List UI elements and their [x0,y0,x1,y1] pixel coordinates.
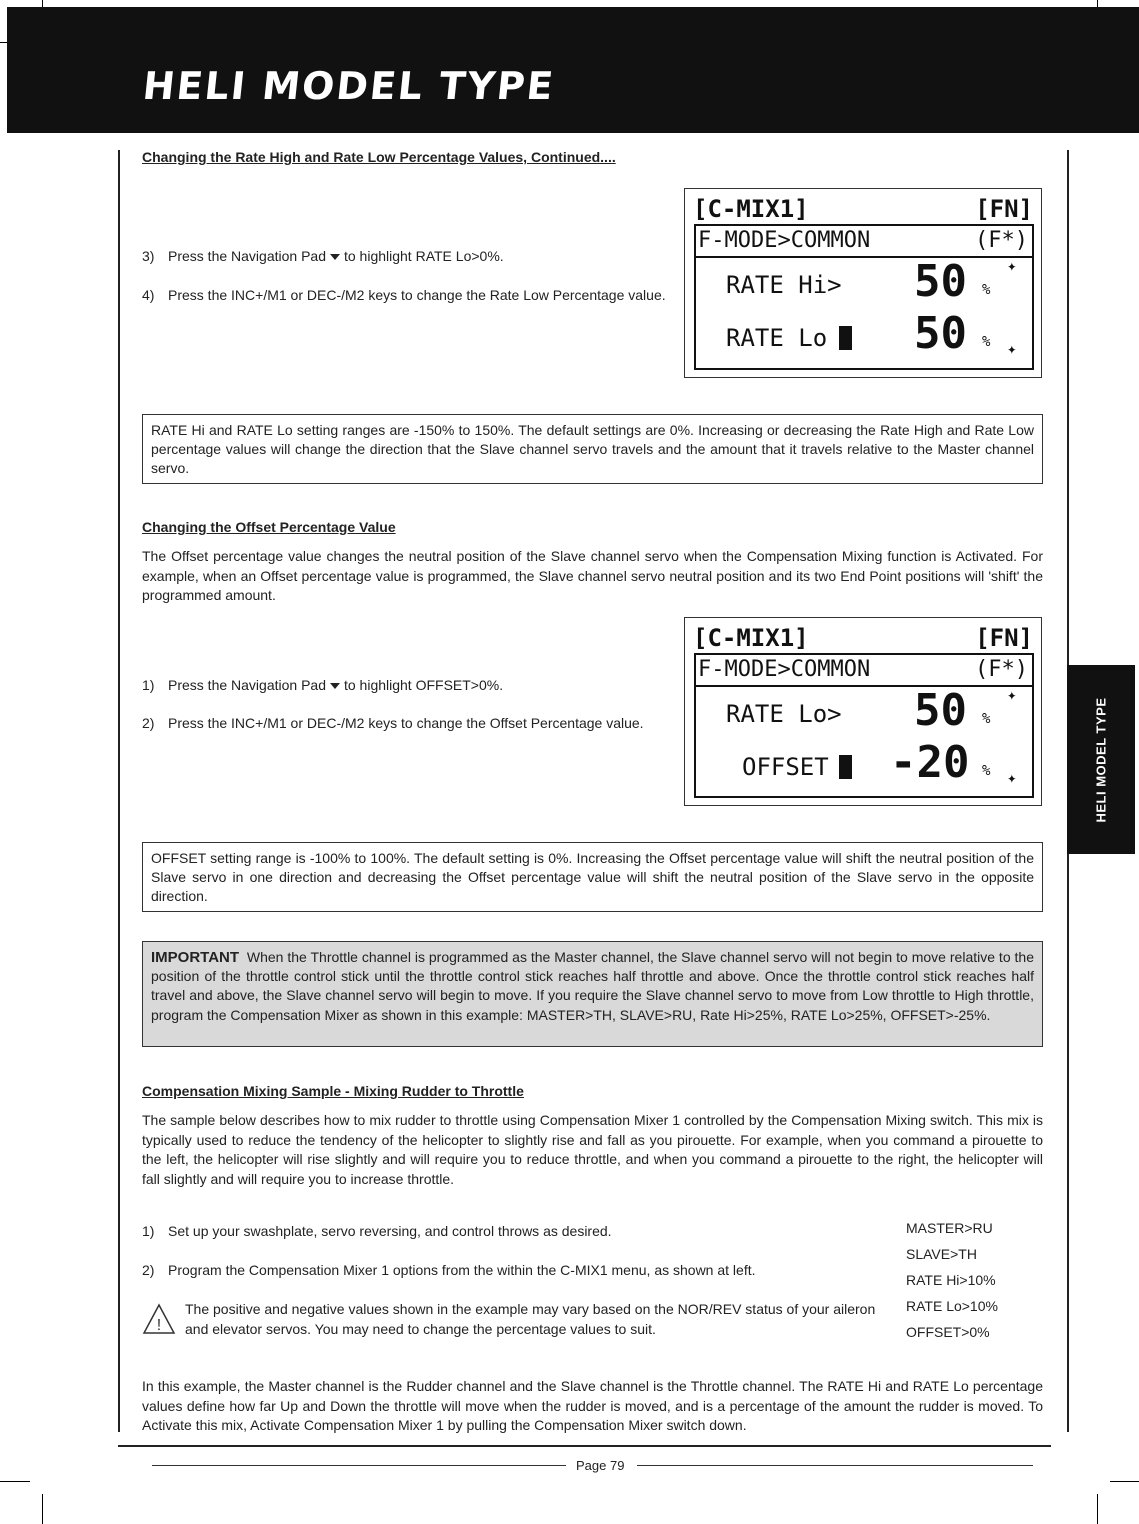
lcd-screen [684,617,1042,806]
note-text: RATE Hi and RATE Lo setting ranges are -150% to 150%. The default settings are 0%. Increasing or decreasing the Rate High and Rate Low percentage values will change the direction that the Slave channel servo travels and the amount that it travels relative to the Master channel servo. [151,422,1034,477]
lcd-fn: [FN] [975,195,1033,223]
step-text: Program the Compensation Mixer 1 options from the within the C-MIX1 menu, as shown at left. [168,1262,756,1278]
warning-icon [142,1303,176,1335]
lcd-row1-value: 50 [914,685,967,736]
settings-list [906,1215,998,1345]
lcd-row2-value: 50 [914,308,967,359]
settings-item: SLAVE>TH [906,1246,977,1262]
page-number: Page 79 [576,1458,625,1473]
lcd-screen [684,188,1042,378]
lcd-menu: [C-MIX1] [693,624,809,652]
step-number: 1) [142,677,155,693]
note-box-offset [142,842,1043,912]
section-heading-sample: Compensation Mixing Sample - Mixing Rudder to Throttle [142,1083,524,1099]
warning-text: The positive and negative values shown in the example may vary based on the NOR/REV status of your aileron and elevator servos. You may need to change the percentage values to suit. [185,1301,876,1337]
crop-mark [42,1494,43,1524]
lcd-row1-label: RATE Lo> [726,700,842,728]
lcd-subtitle: F-MODE>COMMON [698,657,871,682]
lcd-row1-value: 50 [914,256,967,307]
lcd-unit: % [982,763,991,779]
closing-paragraph: In this example, the Master channel is the Rudder channel and the Slave channel is the Throttle channel. The RATE Hi and RATE Lo percentage values define how far Up and Down the throttle will move when the rudder is moved, and is a percentage of the amount the rudder is moved. To Activate this mix, Activate Compensation Mixer 1 by pulling the Compensation Mixer switch down. [142,1378,1043,1433]
lcd-unit: % [982,282,991,298]
step-text: to highlight OFFSET>0%. [343,677,504,693]
lcd-menu: [C-MIX1] [693,195,809,223]
scroll-down-icon: ✦ [1007,768,1017,787]
nav-down-arrow-icon [330,683,340,689]
scroll-down-icon: ✦ [1007,339,1017,358]
lcd-unit: % [982,334,991,350]
important-box [142,941,1043,1047]
section-intro: The sample below describes how to mix rudder to throttle using Compensation Mixer 1 controlled by the Compensation Mixing switch. This mix is typically used to reduce the tendency of the helicopter to slightly rise and fall as you pirouette. For example, when you command a pirouette to the left, the helicopter will rise slightly and will require you to reduce throttle, and when you command a pirouette to the right, the helicopter will fall slightly and will require you to increase throttle. [142,1112,1043,1187]
lcd-unit: % [982,711,991,727]
side-tab [1067,665,1135,854]
lcd-fn: [FN] [975,624,1033,652]
lcd-row2-value: -20 [890,737,970,788]
lcd-row1-label: RATE Hi> [726,271,842,299]
lcd-body [694,224,1034,370]
step-text: Press the INC+/M1 or DEC-/M2 keys to change the Offset Percentage value. [168,715,644,731]
lcd-subtitle-right: (F*) [975,228,1028,253]
note-box-rate [142,414,1043,484]
left-margin-rule [118,150,120,1432]
crop-mark [1110,1481,1139,1482]
section-heading-offset: Changing the Offset Percentage Value [142,519,396,535]
step-text: Press the INC+/M1 or DEC-/M2 keys to change the Rate Low Percentage value. [168,287,666,303]
step-item [142,286,672,305]
important-text: When the Throttle channel is programmed as the Master channel, the Slave channel servo will not begin to move relative to the position of the throttle control stick until the throttle control stick reaches half throttle and above. Once the throttle control stick reaches half travel and above, the Slave channel servo will begin to move. If you require the Slave channel servo to move from Low throttle to High throttle, program the Compensation Mixer as shown in this example: MASTER>TH, SLAVE>RU, Rate Hi>25%, RATE Lo>25%, OFFSET>-25%. [151,949,1034,1023]
scroll-up-icon: ✦ [1007,256,1017,275]
step-number: 4) [142,287,155,303]
lcd-subtitle: F-MODE>COMMON [698,228,871,253]
scroll-up-icon: ✦ [1007,685,1017,704]
page-title: HELI MODEL TYPE [140,64,557,108]
section-intro: The Offset percentage value changes the neutral position of the Slave channel servo when the Compensation Mixing function is Activated. For example, when an Offset percentage value is programmed, the Slave channel servo neutral position and its two End Point positions will 'shift' the programmed amount. [142,548,1043,603]
settings-item: RATE Hi>10% [906,1272,996,1288]
right-margin-rule-lower [1067,854,1069,1432]
svg-text:!: ! [156,1317,162,1334]
settings-item: MASTER>RU [906,1220,993,1236]
step-item [142,1222,882,1241]
footer-line-left [152,1465,566,1466]
step-number: 1) [142,1223,155,1239]
step-text: to highlight RATE Lo>0%. [343,248,504,264]
crop-mark [1097,1494,1098,1524]
step-text: Press the Navigation Pad [168,248,326,264]
lcd-cursor [839,326,852,350]
step-text: Press the Navigation Pad [168,677,326,693]
right-margin-rule [1067,150,1069,665]
step-number: 3) [142,248,155,264]
bottom-rule [118,1445,1051,1447]
crop-mark [0,1481,30,1482]
step-item [142,1261,882,1280]
important-label: IMPORTANT [151,949,240,966]
settings-item: RATE Lo>10% [906,1298,998,1314]
footer-line-right [637,1465,1033,1466]
section-heading-rate: Changing the Rate High and Rate Low Percentage Values, Continued.... [142,149,616,165]
side-tab-label: HELI MODEL TYPE [1093,697,1109,822]
step-item [142,247,672,266]
lcd-cursor [839,755,852,779]
lcd-row2-label: RATE Lo [726,324,828,352]
settings-item: OFFSET>0% [906,1324,990,1340]
nav-down-arrow-icon [330,254,340,260]
step-item [142,676,672,695]
step-text: Set up your swashplate, servo reversing, and control throws as desired. [168,1223,612,1239]
step-item [142,714,672,733]
lcd-row2-label: OFFSET [742,753,829,781]
step-number: 2) [142,1262,155,1278]
lcd-body [694,653,1034,798]
lcd-subtitle-right: (F*) [975,657,1028,682]
step-number: 2) [142,715,155,731]
note-text: OFFSET setting range is -100% to 100%. The default setting is 0%. Increasing the Offset percentage value will shift the neutral position of the Slave servo in one direction and decreasing the Offset percentage value will shift the neutral position of the Slave servo in the opposite direction. [151,850,1034,905]
